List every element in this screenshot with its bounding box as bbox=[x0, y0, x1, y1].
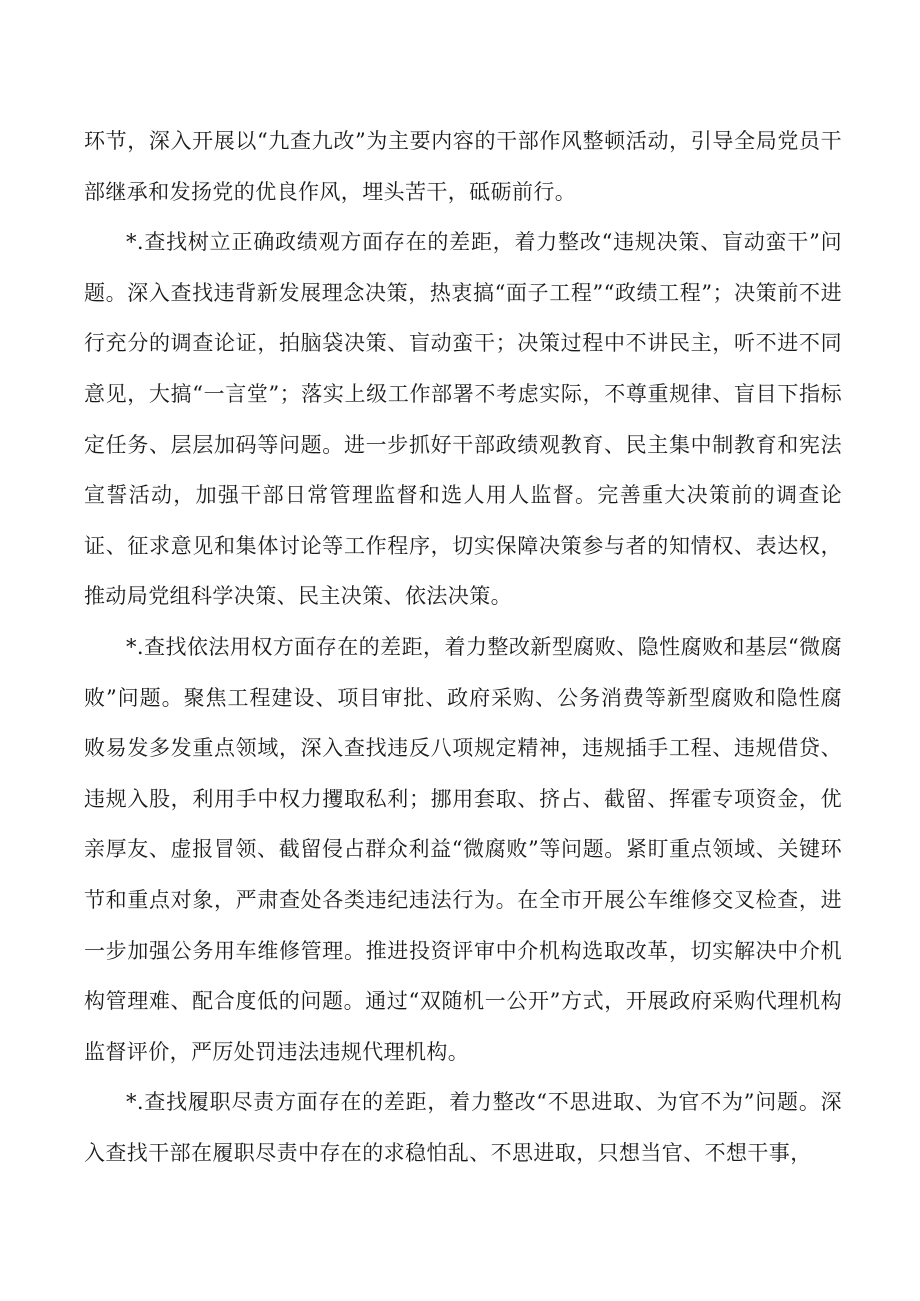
paragraph-continuation: 环节，深入开展以“九查九改”为主要内容的干部作风整顿活动，引导全局党员干部继承和发扬党的优良作风，埋头苦干，砥砺前行。 bbox=[84, 129, 842, 204]
paragraph-performance-view: *.查找树立正确政绩观方面存在的差距，着力整改“违规决策、盲动蛮干”问题。深入查找违背新发展理念决策，热衷搞“面子工程”“政绩工程”；决策前不进行充分的调查论证，拍脑袋决策、盲动蛮干；决策过程中不讲民主，听不进不同意见，大搞“一言堂”；落实上级工作部署不考虑实际，不尊重规律、盲目下指标定任务、层层加码等问题。进一步抓好干部政绩观教育、民主集中制教育和宪法宣誓活动，加强干部日常管理监督和选人用人监督。完善重大决策前的调查论证、征求意见和集体讨论等工作程序，切实保障决策参与者的知情权、表达权，推动局党组科学决策、民主决策、依法决策。 bbox=[84, 230, 842, 609]
paragraph-duty-fulfillment: *.查找履职尽责方面存在的差距，着力整改“不思进取、为官不为”问题。深入查找干部在履职尽责中存在的求稳怕乱、不思进取，只想当官、不想干事， bbox=[84, 1090, 842, 1165]
paragraph-lawful-power: *.查找依法用权方面存在的差距，着力整改新型腐败、隐性腐败和基层“微腐败”问题。聚焦工程建设、项目审批、政府采购、公务消费等新型腐败和隐性腐败易发多发重点领域，深入查找违反八项规定精神，违规插手工程、违规借贷、违规入股，利用手中权力攫取私利；挪用套取、挤占、截留、挥霍专项资金，优亲厚友、虚报冒领、截留侵占群众利益“微腐败”等问题。紧盯重点领域、关键环节和重点对象，严肃查处各类违纪违法行为。在全市开展公车维修交叉检查，进一步加强公务用车维修管理。推进投资评审中介机构选取改革，切实解决中介机构管理难、配合度低的问题。通过“双随机一公开”方式，开展政府采购代理机构监督评价，严厉处罚违法违规代理机构。 bbox=[84, 634, 842, 1064]
document-body bbox=[84, 116, 842, 1178]
